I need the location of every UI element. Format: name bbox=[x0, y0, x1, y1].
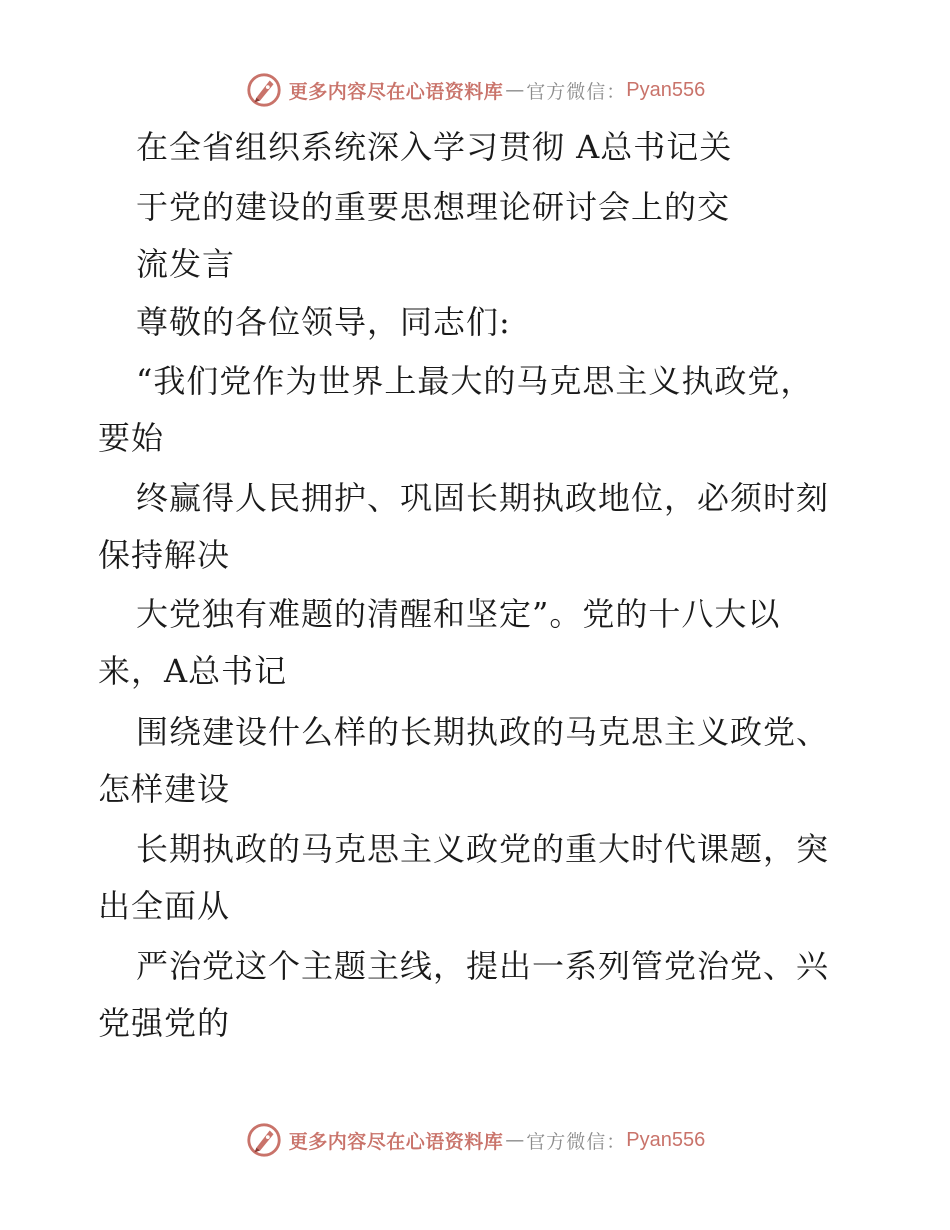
paragraph-line: 来，A总书记 bbox=[98, 652, 288, 690]
banner-site-text: 更多内容尽在心语资料库 bbox=[288, 80, 504, 103]
paragraph-line: “我们党作为世界上最大的马克思主义执政党， bbox=[136, 362, 814, 400]
paragraph-line: 严治党这个主题主线，提出一系列管党治党、兴 bbox=[136, 947, 830, 985]
paragraph-line: 保持解决 bbox=[98, 536, 231, 574]
footer-banner bbox=[0, 1120, 950, 1160]
pen-logo-icon bbox=[245, 1121, 283, 1159]
banner-separator: — bbox=[505, 79, 525, 101]
paragraph-line: 大党独有难题的清醒和坚定”。党的十八大以 bbox=[136, 595, 781, 633]
banner-site-text: 更多内容尽在心语资料库 bbox=[288, 1130, 504, 1153]
title-line-3: 流发言 bbox=[136, 245, 236, 283]
banner-wechat-label: 官方微信： bbox=[526, 80, 627, 103]
paragraph-line: 出全面从 bbox=[98, 887, 231, 925]
paragraph-line: 要始 bbox=[98, 419, 165, 457]
banner-separator: — bbox=[505, 1129, 525, 1151]
paragraph-line: 党强党的 bbox=[98, 1004, 231, 1042]
banner-wechat-id: Pyan556 bbox=[626, 1128, 706, 1151]
salutation: 尊敬的各位领导，同志们: bbox=[136, 303, 511, 341]
title-line-1: 在全省组织系统深入学习贯彻 A总书记关 bbox=[136, 128, 733, 166]
paragraph-line: 长期执政的马克思主义政党的重大时代课题，突 bbox=[136, 830, 830, 868]
paragraph-line: 围绕建设什么样的长期执政的马克思主义政党、 bbox=[136, 713, 830, 751]
paragraph-line: 终赢得人民拥护、巩固长期执政地位，必须时刻 bbox=[136, 479, 830, 517]
banner-wechat-id: Pyan556 bbox=[626, 78, 706, 101]
title-line-2: 于党的建设的重要思想理论研讨会上的交 bbox=[136, 188, 731, 226]
banner-wechat-label: 官方微信： bbox=[526, 1130, 627, 1153]
paragraph-line: 怎样建设 bbox=[98, 770, 231, 808]
pen-logo-icon bbox=[245, 71, 283, 109]
header-banner bbox=[0, 70, 950, 110]
